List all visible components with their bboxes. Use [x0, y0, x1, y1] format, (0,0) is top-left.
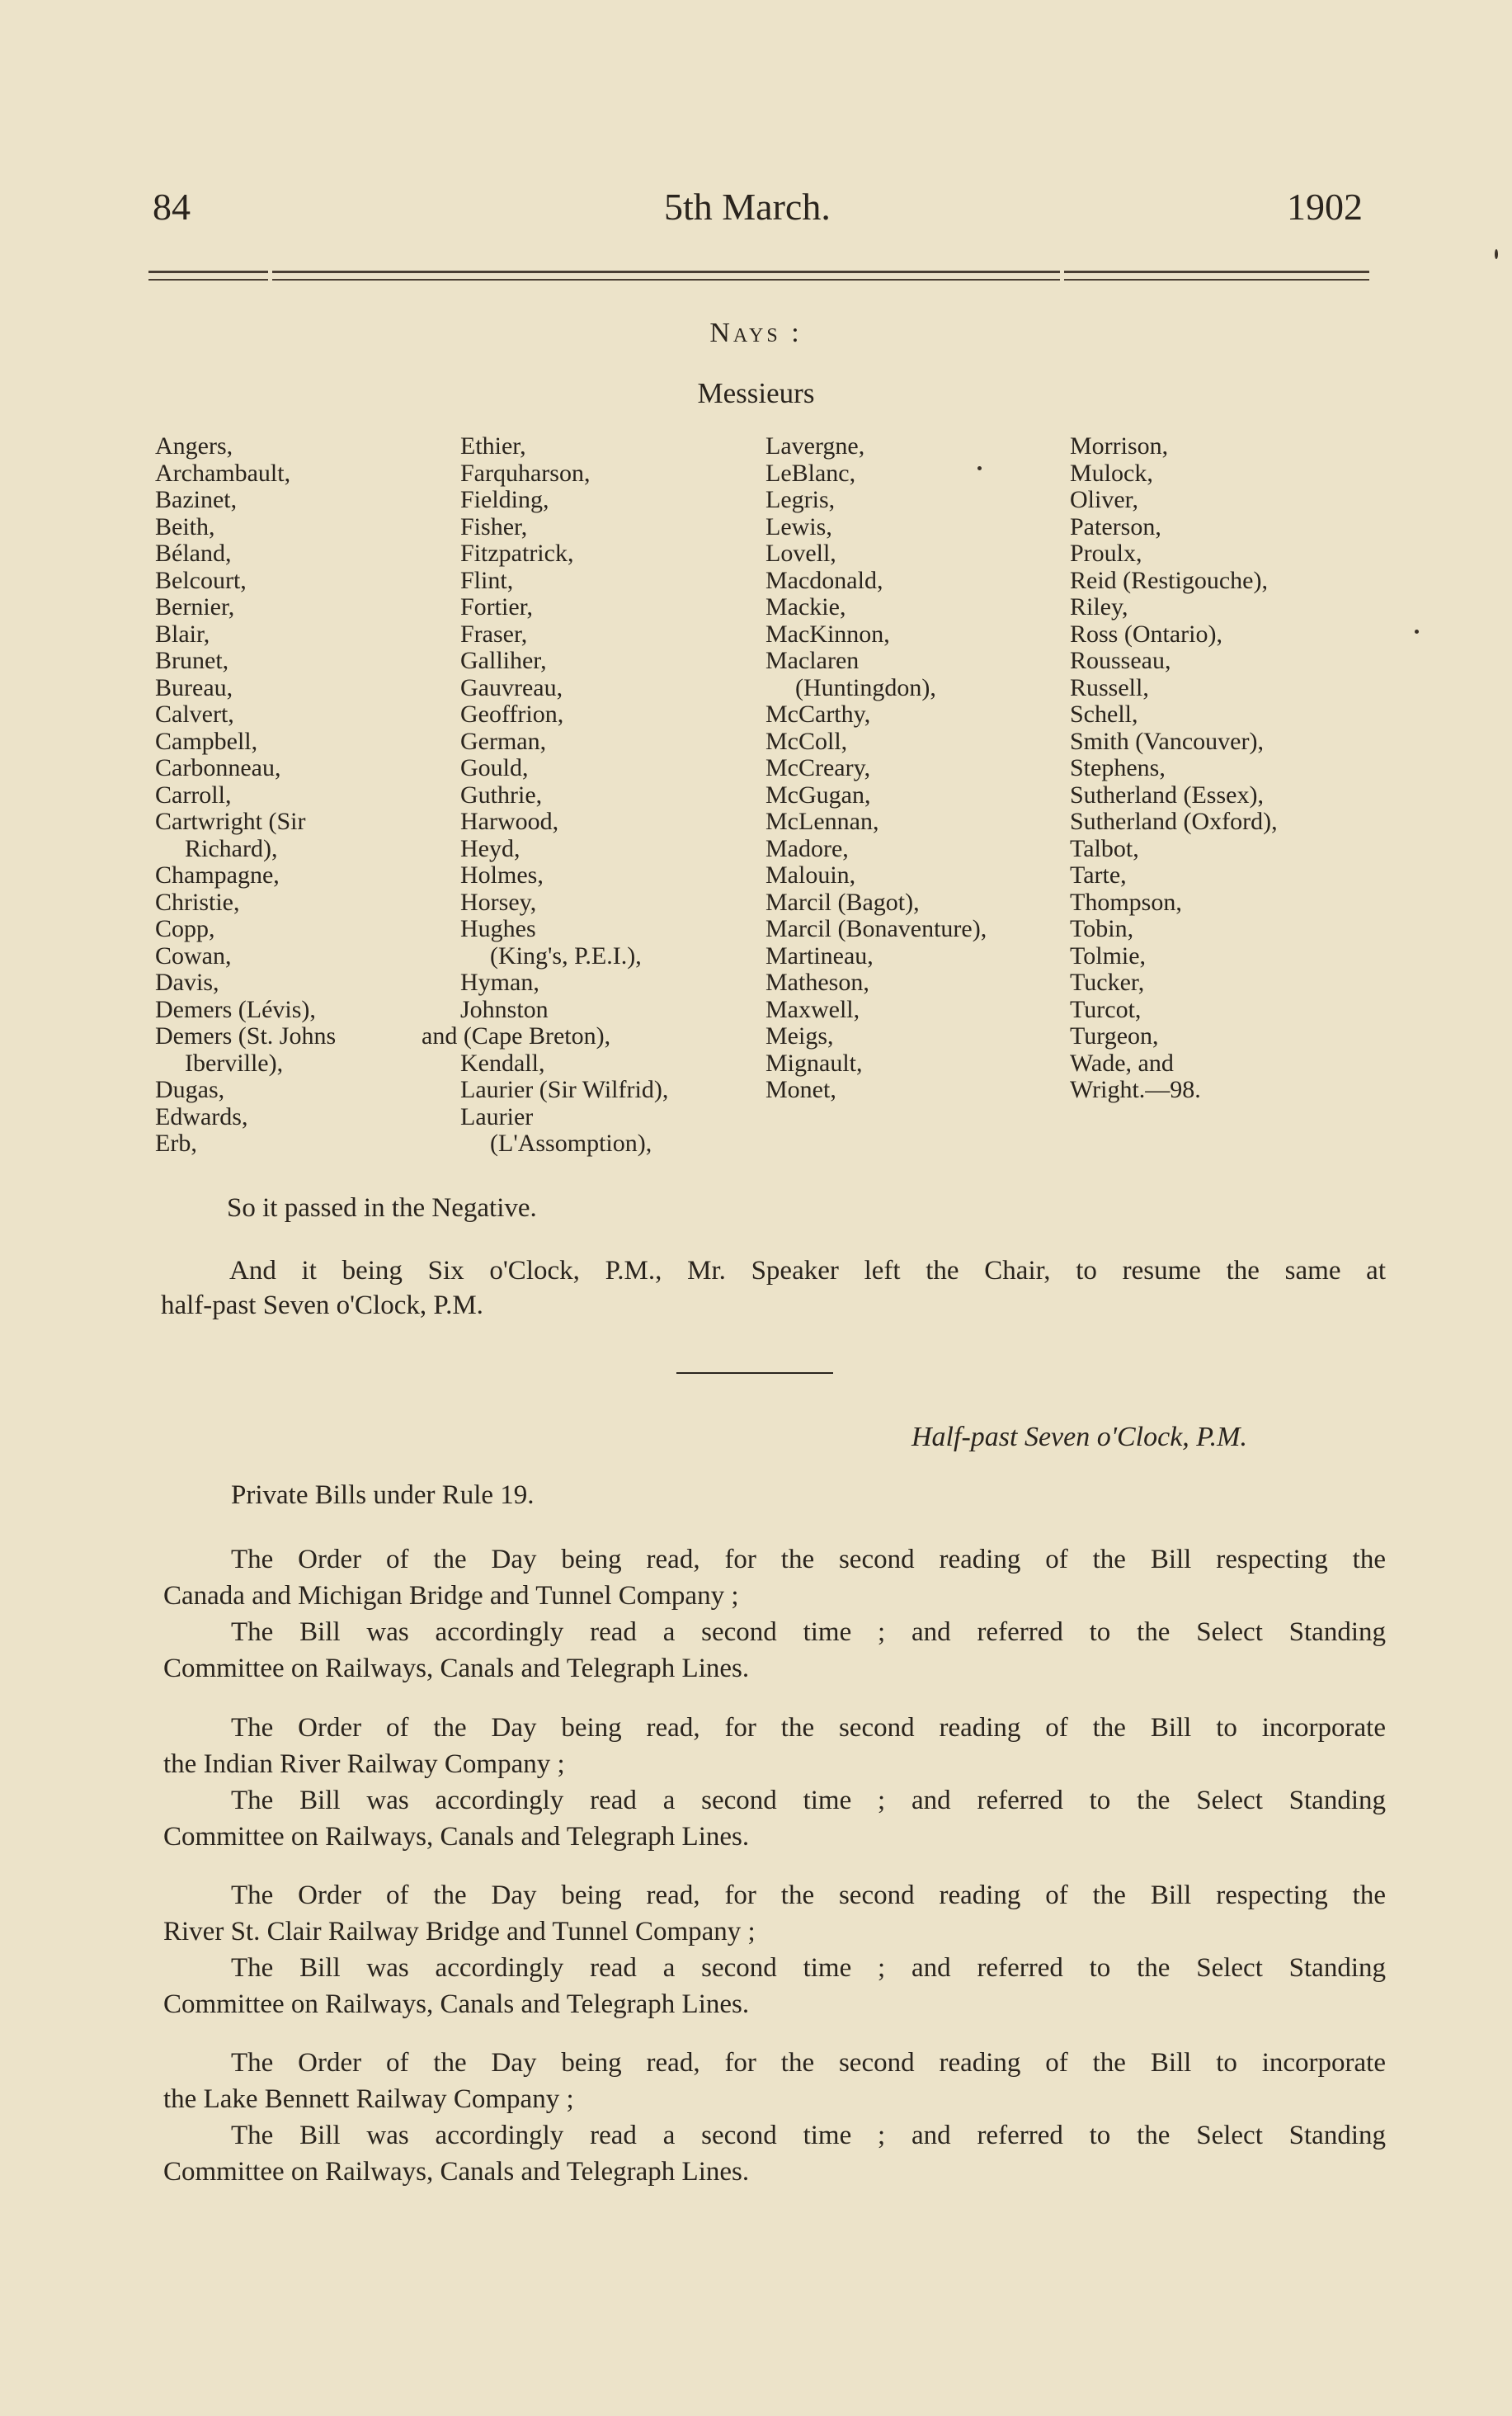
member-name: Flint, [460, 566, 514, 594]
member-name: Champagne, [155, 861, 280, 889]
member-name: Marcil (Bagot), [765, 888, 920, 916]
member-name-continued: and (Cape Breton), [422, 1022, 611, 1050]
member-name-continued: Richard), [185, 834, 278, 862]
member-name: Turcot, [1070, 995, 1142, 1023]
member-name: Turgeon, [1070, 1022, 1159, 1050]
member-name: Tucker, [1070, 969, 1145, 996]
member-name-continued: (King's, P.E.I.), [490, 941, 642, 970]
member-name: Tobin, [1070, 915, 1134, 942]
member-name: Maclaren [765, 647, 860, 674]
member-name: Belcourt, [155, 566, 247, 594]
member-name: Beith, [155, 512, 215, 540]
page-year: 1902 [1287, 186, 1363, 228]
member-name: Cowan, [155, 941, 232, 970]
member-name: Fielding, [460, 486, 549, 513]
member-name: Mackie, [765, 593, 846, 621]
bill-committee-line: Committee on Railways, Canals and Telegraph Lines. [163, 1654, 750, 1683]
bill-committee-line: Committee on Railways, Canals and Telegraph Lines. [163, 1989, 750, 2019]
member-name: Sutherland (Essex), [1070, 781, 1264, 809]
bill-committee-line: Committee on Railways, Canals and Telegraph Lines. [163, 2157, 750, 2187]
member-name: Harwood, [460, 808, 559, 835]
member-name-continued: (L'Assomption), [490, 1130, 652, 1157]
member-name: Horsey, [460, 888, 537, 916]
adjournment-line-2: half-past Seven o'Clock, P.M. [161, 1291, 483, 1320]
nays-column-2 [422, 432, 669, 1158]
member-name: Thompson, [1070, 888, 1182, 916]
member-name: Cartwright (Sir [155, 808, 306, 835]
member-name: Gould, [460, 754, 529, 781]
bill-committee-line: Committee on Railways, Canals and Telegraph Lines. [163, 1822, 750, 1852]
member-name: Demers (St. Johns [155, 1022, 337, 1050]
member-name: Malouin, [765, 861, 856, 889]
member-name: Demers (Lévis), [155, 995, 316, 1023]
member-name: Béland, [155, 540, 232, 567]
print-speck [977, 466, 982, 470]
member-name: Marcil (Bonaventure), [765, 915, 987, 942]
member-name: Davis, [155, 969, 219, 996]
member-name: Mulock, [1070, 459, 1153, 487]
bill-order-line: The Order of the Day being read, for the second reading of the Bill to incorporate [231, 1713, 1386, 1743]
member-name: Matheson, [765, 969, 869, 996]
member-name: Guthrie, [460, 781, 543, 809]
adjournment-line-1: And it being Six o'Clock, P.M., Mr. Speaker left the Chair, to resume the same at [229, 1256, 1386, 1286]
member-name: Riley, [1070, 593, 1128, 621]
member-name: Schell, [1070, 701, 1138, 728]
header-rule [148, 271, 268, 281]
member-name: McCreary, [765, 754, 871, 781]
sitting-time: Half-past Seven o'Clock, P.M. [911, 1422, 1248, 1452]
member-name: McLennan, [765, 808, 879, 835]
member-name: Johnston [460, 995, 549, 1023]
member-name: Paterson, [1070, 512, 1161, 540]
member-name: Lewis, [765, 512, 832, 540]
member-name: Bureau, [155, 673, 233, 701]
member-name: Sutherland (Oxford), [1070, 808, 1278, 835]
member-name: Ross (Ontario), [1070, 620, 1222, 648]
member-name: Galliher, [460, 647, 547, 674]
member-name: Fortier, [460, 593, 533, 621]
bill-name-line: River St. Clair Railway Bridge and Tunnel Company ; [163, 1917, 756, 1946]
member-name: Lovell, [765, 540, 836, 567]
member-name: Fraser, [460, 620, 528, 648]
member-name: Erb, [155, 1130, 197, 1157]
member-name: Reid (Restigouche), [1070, 566, 1268, 594]
member-name: Talbot, [1070, 834, 1139, 862]
bill-name-line: the Indian River Railway Company ; [163, 1749, 565, 1779]
bill-order-line: The Order of the Day being read, for the second reading of the Bill respecting the [231, 1545, 1386, 1574]
member-name: Bazinet, [155, 486, 238, 513]
member-name: Laurier (Sir Wilfrid), [460, 1076, 669, 1103]
member-name: Christie, [155, 888, 240, 916]
member-name: Madore, [765, 834, 849, 862]
member-name: Legris, [765, 486, 836, 513]
member-name: Angers, [155, 432, 233, 460]
section-heading: Private Bills under Rule 19. [231, 1480, 535, 1510]
header-rule [272, 271, 1060, 281]
member-name: Gauvreau, [460, 673, 563, 701]
messieurs-heading: Messieurs [697, 377, 815, 409]
member-name: Macdonald, [765, 566, 883, 594]
page-date: 5th March. [664, 186, 831, 228]
bill-name-line: the Lake Bennett Railway Company ; [163, 2084, 574, 2114]
member-name: Campbell, [155, 727, 258, 755]
nays-column-3 [765, 433, 987, 1104]
division-result: So it passed in the Negative. [227, 1193, 537, 1223]
member-name: Edwards, [155, 1102, 248, 1130]
member-name: Meigs, [765, 1022, 834, 1050]
member-name: Archambault, [155, 459, 291, 487]
member-name: Tolmie, [1070, 941, 1147, 970]
member-name: Hyman, [460, 969, 539, 996]
member-name: Monet, [765, 1076, 836, 1103]
member-name: Geoffrion, [460, 701, 564, 728]
member-name: Tarte, [1070, 861, 1127, 889]
member-name-continued: (Huntingdon), [795, 673, 936, 701]
bill-reading-line: The Bill was accordingly read a second time ; and referred to the Select Standing [231, 1617, 1386, 1647]
member-name: Lavergne, [765, 432, 865, 460]
page-number: 84 [153, 186, 191, 228]
bill-order-line: The Order of the Day being read, for the second reading of the Bill respecting the [231, 1880, 1386, 1910]
nays-column-1 [155, 433, 336, 1158]
member-name: Wright.—98. [1070, 1076, 1201, 1103]
print-speck [1415, 630, 1419, 634]
bill-order-line: The Order of the Day being read, for the second reading of the Bill to incorporate [231, 2048, 1386, 2078]
member-name: Brunet, [155, 647, 229, 674]
member-name: Fitzpatrick, [460, 540, 574, 567]
member-name: Carbonneau, [155, 754, 281, 781]
member-name: Kendall, [460, 1049, 545, 1077]
member-name: Farquharson, [460, 459, 591, 487]
member-name: German, [460, 727, 547, 755]
bill-reading-line: The Bill was accordingly read a second time ; and referred to the Select Standing [231, 1953, 1386, 1983]
member-name: Stephens, [1070, 754, 1166, 781]
member-name: Laurier [460, 1102, 534, 1130]
member-name: Wade, and [1070, 1049, 1174, 1077]
member-name: McGugan, [765, 781, 871, 809]
member-name: McColl, [765, 727, 848, 755]
member-name-continued: Iberville), [185, 1049, 284, 1077]
member-name: LeBlanc, [765, 459, 856, 487]
member-name: Russell, [1070, 673, 1149, 701]
member-name: Smith (Vancouver), [1070, 727, 1264, 755]
member-name: Mignault, [765, 1049, 863, 1077]
header-rule [1064, 271, 1369, 281]
nays-column-4 [1070, 433, 1278, 1104]
bill-reading-line: The Bill was accordingly read a second time ; and referred to the Select Standing [231, 2121, 1386, 2150]
member-name: Fisher, [460, 512, 528, 540]
member-name: Bernier, [155, 593, 235, 621]
member-name: Maxwell, [765, 995, 860, 1023]
member-name: Dugas, [155, 1076, 225, 1103]
member-name: Heyd, [460, 834, 520, 862]
member-name: Martineau, [765, 941, 874, 970]
member-name: Proulx, [1070, 540, 1142, 567]
member-name: Carroll, [155, 781, 232, 809]
member-name: McCarthy, [765, 701, 871, 728]
member-name: Oliver, [1070, 486, 1138, 513]
nays-heading: Nays : [709, 318, 803, 348]
print-speck [1495, 249, 1498, 259]
member-name: MacKinnon, [765, 620, 890, 648]
member-name: Blair, [155, 620, 210, 648]
member-name: Ethier, [460, 432, 526, 460]
member-name: Copp, [155, 915, 215, 942]
member-name: Morrison, [1070, 432, 1169, 460]
bill-name-line: Canada and Michigan Bridge and Tunnel Company ; [163, 1581, 739, 1611]
member-name: Hughes [460, 915, 536, 942]
member-name: Calvert, [155, 701, 234, 728]
member-name: Holmes, [460, 861, 544, 889]
member-name: Rousseau, [1070, 647, 1171, 674]
section-divider [676, 1372, 833, 1374]
bill-reading-line: The Bill was accordingly read a second time ; and referred to the Select Standing [231, 1786, 1386, 1815]
